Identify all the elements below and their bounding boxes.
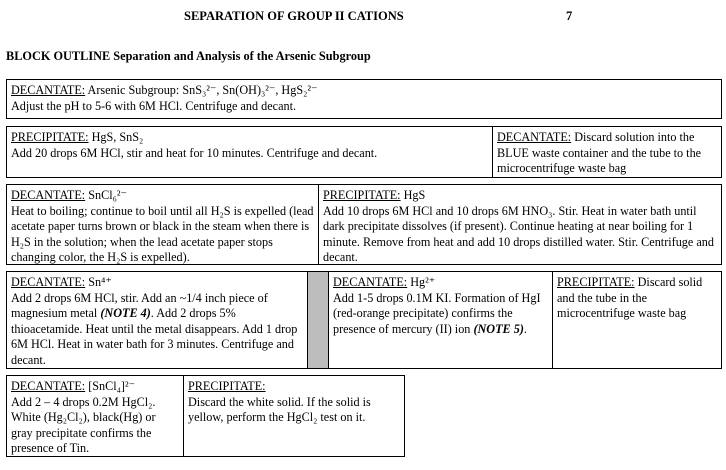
box-label: DECANTATE:: [11, 83, 86, 97]
box-label: DECANTATE:: [497, 130, 572, 144]
box-body: Adjust the pH to 5-6 with 6M HCl. Centrifuge and decant.: [11, 98, 297, 113]
note-4: (NOTE 4): [100, 306, 151, 321]
box-body: Add 2 – 4 drops 0.2M HgCl₂. White (Hg₂Cl₂), black(Hg) or gray precipitate confirms the presence of Tin.: [11, 394, 156, 456]
gray-connector-bar: [307, 271, 329, 369]
box-title: SnCl₆²⁻: [88, 188, 127, 202]
box-body: Add 20 drops 6M HCl, stir and heat for 10 minutes. Centrifuge and decant.: [11, 145, 378, 160]
page-number: 7: [566, 9, 573, 23]
box-precipitate-discard-solid: [552, 271, 722, 369]
box-decantate-sncl4: [6, 375, 184, 457]
box-title: HgS: [403, 188, 426, 202]
box-label: PRECIPITATE:: [323, 188, 401, 202]
box-label: PRECIPITATE:: [557, 275, 635, 289]
box-label: DECANTATE:: [333, 275, 408, 289]
box-label: DECANTATE:: [11, 188, 86, 202]
box-title: [SnCl₄]²⁻: [88, 379, 136, 393]
box-title: Sn⁴⁺: [88, 275, 112, 289]
box-body-cont: . Add 2 drops 5% thioacetamide. Heat until the metal disappears. Add 1 drop 6M HCl. Heat in water bath for 3 minutes. Centrifuge and decant.: [11, 306, 298, 367]
box-label: PRECIPITATE:: [11, 130, 89, 144]
box-title: Hg²⁺: [410, 275, 436, 289]
box-decantate-sn4: [6, 271, 308, 369]
box-label: DECANTATE:: [11, 275, 86, 289]
block-outline-heading: BLOCK OUTLINE Separation and Analysis of the Arsenic Subgroup: [6, 49, 371, 63]
note-5: (NOTE 5): [473, 321, 524, 336]
box-body: Add 1-5 drops 0.1M KI. Formation of HgI (red-orange precipitate) confirms the presence of mercury (II) ion: [333, 290, 541, 336]
box-title: HgS, SnS₂: [91, 130, 144, 144]
box-discard-blue-waste: [492, 126, 722, 178]
box-body: Discard solution into the BLUE waste container and the tube to the microcentrifuge waste bag: [497, 130, 702, 176]
box-label: DECANTATE:: [11, 379, 86, 393]
box-decantate-hg2: [328, 271, 553, 369]
box-body: Add 2 drops 6M HCl, stir. Add an ~1/4 inch piece of magnesium metal: [11, 290, 268, 321]
box-precipitate-hgs-sns2: [6, 126, 493, 178]
box-body-cont: .: [523, 321, 527, 336]
box-precipitate-white-solid: [183, 375, 405, 457]
box-title: Arsenic Subgroup: SnS₃²⁻, Sn(OH)₃²⁻, HgS₂²⁻: [87, 83, 318, 97]
page-title: SEPARATION OF GROUP II CATIONS: [184, 9, 404, 23]
box-body: Heat to boiling; continue to boil until all H₂S is expelled (lead acetate paper turns brown or black in the steam when there is H₂S in the solution; when the lead acetate paper stops changing color, the H₂S is expelled).: [11, 203, 314, 265]
box-label: PRECIPITATE:: [188, 379, 266, 393]
box-decantate-sncl6: [6, 184, 319, 265]
box-body: Discard solid and the tube in the microcentrifuge waste bag: [557, 275, 703, 321]
box-body: Discard the white solid. If the solid is yellow, perform the HgCl₂ test on it.: [188, 394, 371, 425]
box-precipitate-hgs: [318, 184, 722, 265]
box-body: Add 10 drops 6M HCl and 10 drops 6M HNO₃. Stir. Heat in water bath until dark precipitate dissolves (if present). Continue heating at near boiling for 1 minute. Remove from heat and add 10 drops distilled water. Stir. Centrifuge and decant.: [323, 203, 714, 265]
box-arsenic-subgroup: [6, 79, 722, 119]
